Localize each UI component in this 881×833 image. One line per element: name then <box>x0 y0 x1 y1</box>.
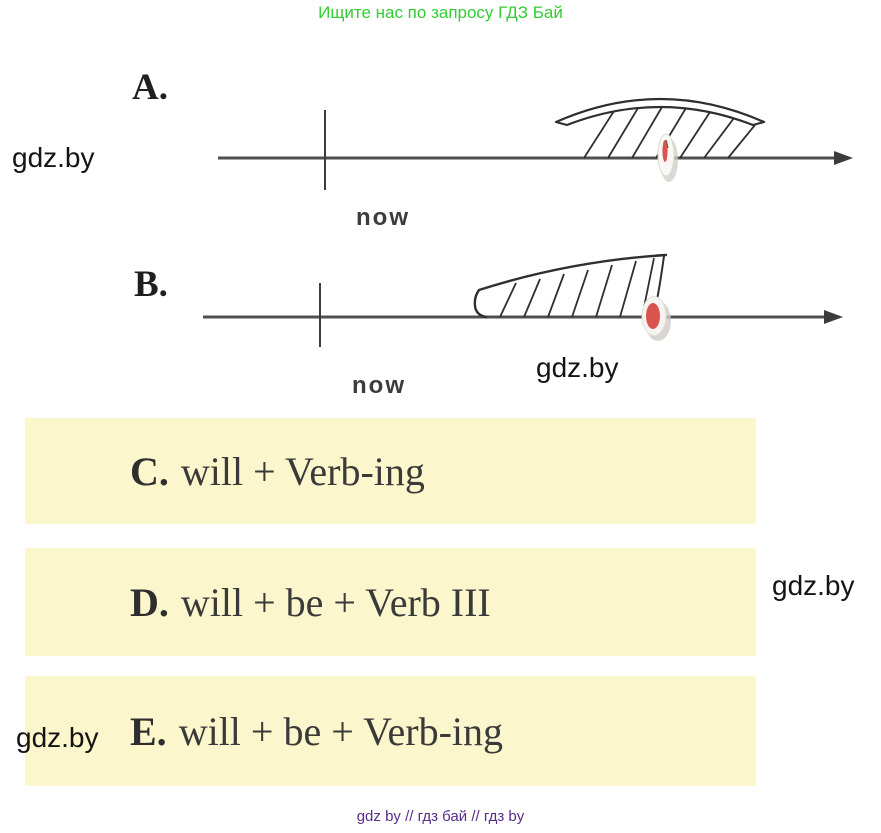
diagram-b-now-label: now <box>352 372 406 399</box>
diagram-a-now-label: now <box>356 204 410 231</box>
diagram-a-timeline <box>0 70 881 245</box>
watermark-gdzby-middle: gdz.by <box>536 352 619 383</box>
footer-site-text: gdz by // гдз бай // гдз by <box>356 808 525 825</box>
option-d-formula: will + be + Verb III <box>180 579 491 625</box>
arrowhead-icon <box>834 151 853 165</box>
diagram-b-timeline <box>0 245 881 405</box>
option-e-formula: will + be + Verb-ing <box>178 708 504 754</box>
hatched-rising-region <box>475 255 666 317</box>
watermark-gdzby-right: gdz.by <box>772 570 855 601</box>
diagram-b-label: B. <box>134 264 168 305</box>
watermark-gdzby-top-left: gdz.by <box>12 142 95 173</box>
option-e <box>25 676 756 786</box>
diagram-a-label: A. <box>132 67 168 108</box>
header-promo-text: Ищите нас по запросу ГДЗ Бай <box>318 3 563 22</box>
event-marker <box>658 134 678 182</box>
option-d-letter: D. <box>130 579 169 625</box>
arrowhead-icon <box>824 310 843 324</box>
option-e-letter: E. <box>130 708 167 754</box>
option-c <box>25 418 756 524</box>
event-target-marker <box>642 297 671 342</box>
option-c-formula: will + Verb-ing <box>180 448 425 494</box>
option-d <box>25 548 756 656</box>
watermark-gdzby-bottom-left: gdz.by <box>16 722 99 753</box>
option-c-letter: C. <box>130 448 169 494</box>
